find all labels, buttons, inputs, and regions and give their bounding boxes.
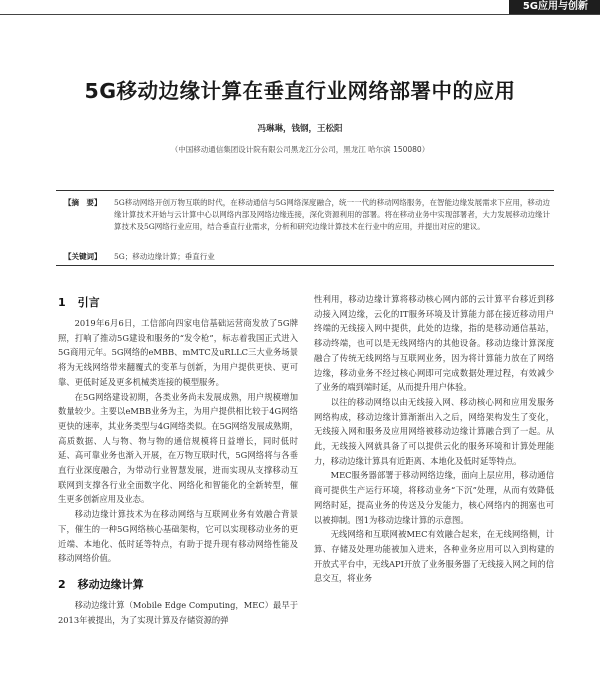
keywords-row [64,251,550,263]
section-heading-intro [58,292,298,314]
left-column [58,292,298,627]
article-affiliation: （中国移动通信集团设计院有限公司黑龙江分公司，黑龙江 哈尔滨 150080） [170,145,430,154]
article-title: 5G移动边缘计算在垂直行业网络部署中的应用 [84,79,516,103]
section-title: 引言 [77,296,100,309]
abstract-label: 【摘 要】 [64,198,102,207]
section-number: 2 [58,577,66,591]
header-rule [0,14,600,15]
paragraph: 在5G网络建设初期，各类业务尚未发展成熟，用户规模增加数量较少。主要以eMBB业务为主，为用户提供相比较于4G网络更快的速率，其业务类型与4G网络类似。在5G网络发展成熟期，高质数据、人与物、物与物的通信规模将日益增长，同时低时延、高可靠业务也渐入开展，在万物互联时代，5G网络将与各垂直行业深度融合，为带动行业智慧发展，进而实现从支撑移动互联网到支撑各行业全面数字化、网络化和智能化的全新转型，催生更多创新应用及业态。 [58,391,298,505]
paragraph: 移动边缘计算技术为在移动网络与互联网业务有效融合背景下，催生的一种5G网络核心基础架构，它可以实现移动业务的更近端、本地化、低时延等特点，有助于提升现有移动网络性能及移动网络价值。 [58,509,298,564]
paragraph: 无线网络和互联网被MEC有效融合起来，在无线网络侧，计算、存储及处理功能被加入进来，各种业务应用可以入到构建的开放式平台中，无线API开放了业务服务器了无线接入网之间的信息交互，将业务 [314,529,554,584]
keywords-label: 【关键词】 [64,252,102,261]
paragraph: 性利用，移动边缘计算将移动核心网内部的云计算平台移近到移动接入网边缘，云化的IT服务环境及计算能力部在接近移动用户终端的无线接入网中提供，此处的边缘，指的是移动通信基站，移动终端，也可以是无线网络内的其他设备。移动边缘计算深度融合了传统无线网络与互联网业务，因为将计算能力放在了网络边缘，移动业务不经过核心网即可完成数据处理过程，有效减少了业务的端到端时延，从而提升用户体验。 [314,294,554,393]
paragraph: 2019年6月6日，工信部向四家电信基础运营商发放了5G牌照，打响了推动5G建设和服务的“发令枪”，标志着我国正式进入5G商用元年。5G网络的eMBB、mMTC及uRLLC三大业务场景将为无线网络带来翻覆式的变革与创新，为用户提供更快、更可靠、更低时延及更多机械类连接的模型服务。 [58,318,298,387]
right-column [314,292,554,586]
section-title: 移动边缘计算 [77,577,144,591]
article-authors: 冯琳琳，钱钢，王松阳 [257,124,343,134]
abstract-box [56,190,554,266]
paragraph: 以往的移动网络以由无线接入网、移动核心网和应用发服务网络构成，移动边缘计算渐渐出入之后，网络架构发生了变化，无线接入网和服务及应用网络被移动边缘计算融合到了一起。从此，无线接入网就具备了可以提供云化的服务环境和计算处理能力，移动边缘计算具有近距离、本地化及低时延等特点。 [314,396,554,466]
journal-header [0,0,600,14]
column-badge: 5G应用与创新 [509,0,600,14]
section-number: 1 [58,296,66,309]
abstract-row [64,197,550,233]
keywords-text: 5G；移动边缘计算；垂直行业 [114,252,215,261]
section-heading-mec [58,574,298,596]
abstract-text: 5G移动网络开创万物互联的时代，在移动通信与5G网络深度融合，统一一代的移动网络服务，在智能边缘发展需求下应用，移动边缘计算技术开始与云计算中心以网络内部及网络边缘连接，深化资源利用的部署。将在移动业务中实现部署者，大力发展移动边缘计算技术及5G网络行业应用，结合垂直行业需求，分析和研究边缘计算技术在行业中的应用，并提出对应的建议。 [114,198,550,231]
paragraph: MEC服务器部署于移动网络边缘，面向上层应用，移动通信商可提供生产运行环境，将移动业务“下沉”处理，从而有效降低网络时延，提高业务的传送及分发能力，核心网络内的拥塞也可以被抑制。图1为移动边缘计算的示意图。 [314,470,554,525]
paragraph: 移动边缘计算（Mobile Edge Computing，MEC）最早于2013年被提出，为了实现计算及存储资源的弹 [58,599,298,625]
